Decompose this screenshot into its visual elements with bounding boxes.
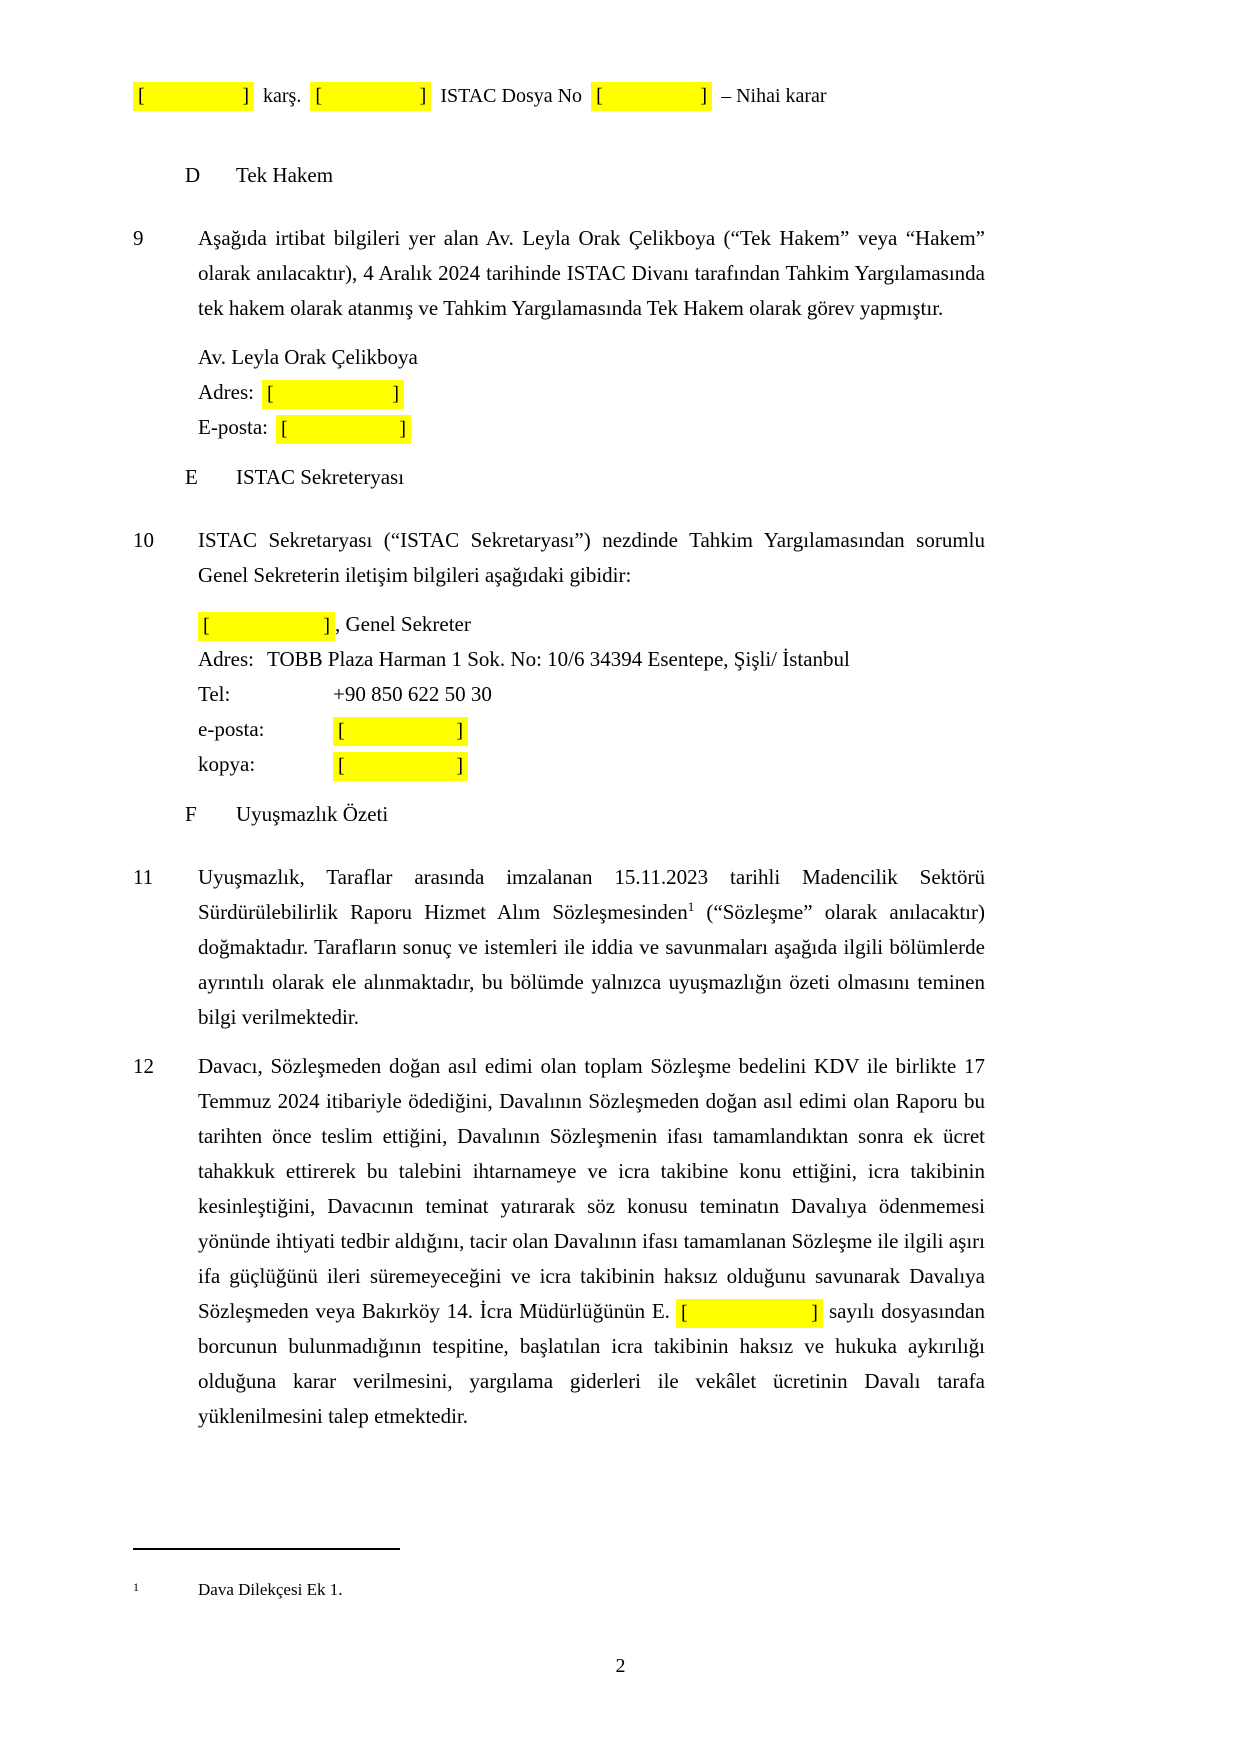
running-header <box>133 82 985 111</box>
phone-label: Tel: <box>198 682 231 706</box>
redaction-bracket-close: ] <box>399 417 406 440</box>
redaction-box <box>310 82 431 111</box>
footnote <box>133 1580 342 1600</box>
redaction-box <box>198 612 335 641</box>
section-heading-e <box>185 465 985 490</box>
redaction-bracket-close: ] <box>323 614 330 637</box>
redaction-bracket-close: ] <box>392 382 399 405</box>
paragraph-text <box>198 1049 985 1434</box>
paragraph-text-before-redaction: Davacı, Sözleşmeden doğan asıl edimi olan toplam Sözleşme bedelini KDV ile birlikte 17 Temmuz 2024 itibariyle ödediğini, Davalının Sözleşmeden doğan asıl edimi olan Raporu bu tarihten önce teslim ettiğini, Davalının Sözleşmenin ifası tamamlandıktan sonra ek ücret tahakkuk ettirerek bu talebini ihtarnameye ve icra takibine konu ettiğini, icra takibinin kesinleştiğini, Davacının teminat yatırarak söz konusu teminatın Davalıya ödenmemesi yönünde ihtiyati tedbir aldığını, tacir olan Davalının ifası tamamlanan Sözleşme ile ilgili aşırı ifa güçlüğünü ileri süremeyeceğini ve icra takibinin haksız olduğunu savunarak Davalıya Sözleşmeden veya Bakırköy 14. İcra Müdürlüğünün E. <box>198 1054 985 1323</box>
header-text-karsi: karş. <box>263 85 302 107</box>
address-label: Adres: <box>198 647 254 671</box>
section-title: ISTAC Sekreteryası <box>236 465 405 489</box>
redaction-bracket-close: ] <box>242 85 249 107</box>
secretariat-phone-line <box>198 677 985 712</box>
paragraph-text-after-redaction: sayılı dosyasından borcunun bulunmadığının tespitine, başlatılan icra takibinin haksız ve hukuka aykırılığı olduğuna karar verilmesini, yargılama giderleri ile vekâlet ücretinin Davalı tarafa yüklenilmesini talep etmektedir. <box>198 1299 985 1428</box>
page-number: 2 <box>615 1655 626 1677</box>
redaction-box <box>591 82 712 111</box>
footnote-separator-rule <box>133 1548 400 1550</box>
paragraph-text-after-footnote: (“Sözleşme” olarak anılacaktır) doğmaktadır. Tarafların sonuç ve istemleri ile iddia ve savunmaları aşağıda ilgili bölümlerde ayrıntılı olarak ele alınmaktadır, bu bölümde yalnızca uyuşmazlığın özeti olmasını teminen bilgi verilmektedir. <box>198 900 985 1029</box>
redaction-bracket-open: [ <box>338 719 345 742</box>
email-label: E-posta: <box>198 415 268 439</box>
section-letter: D <box>185 163 201 187</box>
footnote-reference: 1 <box>687 899 695 914</box>
arbitrator-name-line: Av. Leyla Orak Çelikboya <box>198 345 418 369</box>
paragraph-number: 9 <box>133 226 144 250</box>
secretary-name-line <box>198 607 985 642</box>
section-heading-f <box>185 802 985 827</box>
phone-value: +90 850 622 50 30 <box>333 682 492 706</box>
footnote-text: Dava Dilekçesi Ek 1. <box>198 1580 343 1599</box>
redaction-bracket-close: ] <box>456 719 463 742</box>
redaction-box <box>333 752 468 781</box>
redaction-bracket-close: ] <box>700 85 708 107</box>
redaction-box <box>333 717 468 746</box>
email-label: e-posta: <box>198 717 265 741</box>
section-title: Tek Hakem <box>236 163 334 187</box>
redaction-bracket-open: [ <box>138 85 145 107</box>
header-text-nihai: – Nihai karar <box>721 85 827 107</box>
secretariat-contact-block <box>198 607 985 782</box>
redaction-bracket-open: [ <box>315 85 322 107</box>
paragraph-text: ISTAC Sekretaryası (“ISTAC Sekretaryası”) nezdinde Tahkim Yargılamasından sorumlu Genel Sekreterin iletişim bilgileri aşağıdaki gibidir: <box>198 528 985 587</box>
arbitrator-email-line <box>198 410 985 445</box>
section-title: Uyuşmazlık Özeti <box>236 802 389 826</box>
address-label: Adres: <box>198 380 254 404</box>
copy-label: kopya: <box>198 752 256 776</box>
redaction-box <box>676 1299 823 1328</box>
paragraph-text <box>198 860 985 1035</box>
redaction-box <box>276 415 411 444</box>
arbitrator-address-line <box>198 375 985 410</box>
secretariat-address-line <box>198 642 985 677</box>
footnote-marker: 1 <box>133 1580 139 1594</box>
paragraph-text-before-footnote: Uyuşmazlık, Taraflar arasında imzalanan 15.11.2023 tarihli Madencilik Sektörü Sürdürülebilirlik Raporu Hizmet Alım Sözleşmesinden <box>198 865 985 924</box>
redaction-bracket-open: [ <box>267 382 274 405</box>
paragraph-10 <box>133 523 985 593</box>
section-letter: F <box>185 802 197 826</box>
redaction-bracket-open: [ <box>680 1301 688 1324</box>
paragraph-number: 12 <box>133 1054 154 1078</box>
secretariat-copy-line <box>198 747 985 782</box>
section-letter: E <box>185 465 198 489</box>
paragraph-11 <box>133 860 985 1035</box>
redaction-bracket-open: [ <box>596 85 603 107</box>
redaction-bracket-close: ] <box>811 1301 818 1324</box>
paragraph-number: 11 <box>133 865 154 889</box>
arbitrator-contact-block <box>198 340 985 445</box>
redaction-bracket-close: ] <box>456 754 463 777</box>
header-text-dosya: ISTAC Dosya No <box>440 85 583 107</box>
secretariat-email-line <box>198 712 985 747</box>
paragraph-text: Aşağıda irtibat bilgileri yer alan Av. Leyla Orak Çelikboya (“Tek Hakem” veya “Hakem” olarak anılacaktır), 4 Aralık 2024 tarihinde ISTAC Divanı tarafından Tahkim Yargılamasında tek hakem olarak atanmış ve Tahkim Yargılamasında Tek Hakem olarak görev yapmıştır. <box>198 226 985 320</box>
redaction-box <box>262 380 404 409</box>
section-heading-d <box>185 163 985 188</box>
redaction-bracket-open: [ <box>280 417 288 440</box>
address-value: TOBB Plaza Harman 1 Sok. No: 10/6 34394 Esentepe, Şişli/ İstanbul <box>267 647 850 671</box>
redaction-bracket-close: ] <box>419 85 427 107</box>
paragraph-12 <box>133 1049 985 1434</box>
paragraph-number: 10 <box>133 528 154 552</box>
redaction-bracket-open: [ <box>203 614 210 637</box>
redaction-box <box>133 82 254 111</box>
paragraph-9 <box>133 221 985 326</box>
redaction-bracket-open: [ <box>338 754 345 777</box>
secretary-title-suffix: , Genel Sekreter <box>335 612 471 636</box>
